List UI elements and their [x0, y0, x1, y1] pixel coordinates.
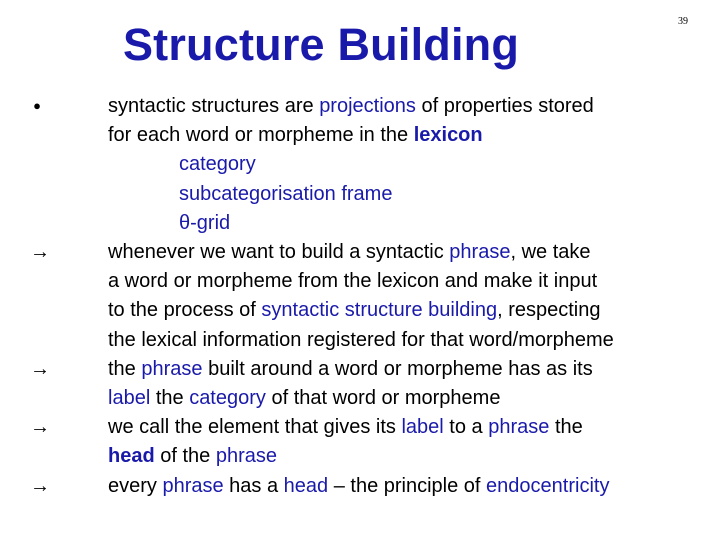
- highlighted-term: syntactic structure building: [261, 299, 498, 322]
- highlighted-term: phrase: [215, 445, 277, 468]
- text-segment: , respecting: [497, 299, 601, 322]
- item-1-line-2: [108, 296, 600, 324]
- text-segment: whenever we want to build a syntactic: [108, 241, 450, 263]
- item-1-line-3: [108, 326, 614, 354]
- bullet-marker: ●: [33, 98, 41, 113]
- highlighted-term: phrase: [141, 357, 203, 380]
- text-segment: the: [549, 416, 583, 439]
- sublist-item: θ-grid: [179, 211, 231, 234]
- arrow-marker: →: [30, 416, 50, 439]
- highlighted-term: category: [189, 387, 266, 409]
- text-segment: of that word or morpheme: [265, 387, 501, 409]
- item-0-line-1: [108, 121, 483, 149]
- highlighted-term: lexicon: [413, 124, 483, 147]
- item-0-line-0: [108, 92, 594, 120]
- text-segment: for each word or morpheme in the: [108, 124, 414, 147]
- text-segment: every: [108, 474, 163, 497]
- highlighted-term: head: [108, 445, 155, 468]
- highlighted-term: phrase: [488, 416, 550, 439]
- text-segment: of the: [154, 445, 216, 468]
- text-segment: the: [150, 387, 190, 409]
- item-2-line-0: [108, 355, 593, 383]
- text-segment: built around a word or morpheme has as its: [202, 357, 593, 380]
- text-segment: a word or morpheme from the lexicon and make it input: [108, 270, 598, 293]
- arrow-marker: →: [30, 474, 50, 497]
- highlighted-term: head: [283, 474, 329, 497]
- text-segment: syntactic structures are: [108, 95, 320, 117]
- highlighted-term: projections: [319, 95, 416, 117]
- text-segment: to the process of: [108, 299, 262, 322]
- text-segment: – the principle of: [328, 474, 487, 497]
- item-2-line-1: [108, 384, 500, 412]
- item-4-line-0: [108, 472, 609, 500]
- text-segment: , we take: [510, 241, 591, 263]
- highlighted-term: endocentricity: [486, 474, 610, 497]
- item-1-line-0: [108, 238, 591, 266]
- item-3-line-0: [108, 413, 583, 441]
- arrow-marker: →: [30, 357, 50, 380]
- highlighted-term: phrase: [449, 241, 511, 263]
- text-segment: has a: [223, 474, 284, 497]
- text-segment: we call the element that gives its: [108, 416, 402, 439]
- text-segment: the: [108, 357, 142, 380]
- sublist-item: category: [179, 153, 256, 176]
- text-segment: of properties stored: [415, 95, 594, 117]
- sublist-item: subcategorisation frame: [179, 182, 393, 205]
- item-3-line-1: [108, 442, 277, 470]
- text-segment: the lexical information registered for that word/morpheme: [108, 328, 614, 351]
- slide-title: [0, 12, 720, 78]
- highlighted-term: label: [401, 416, 444, 439]
- highlighted-term: label: [108, 387, 151, 409]
- item-1-line-1: [108, 267, 597, 295]
- slide-title-text: Structure Building: [122, 19, 520, 70]
- page-number: 39: [678, 16, 688, 27]
- arrow-marker: →: [30, 241, 50, 263]
- highlighted-term: phrase: [162, 474, 224, 497]
- text-segment: to a: [443, 416, 489, 439]
